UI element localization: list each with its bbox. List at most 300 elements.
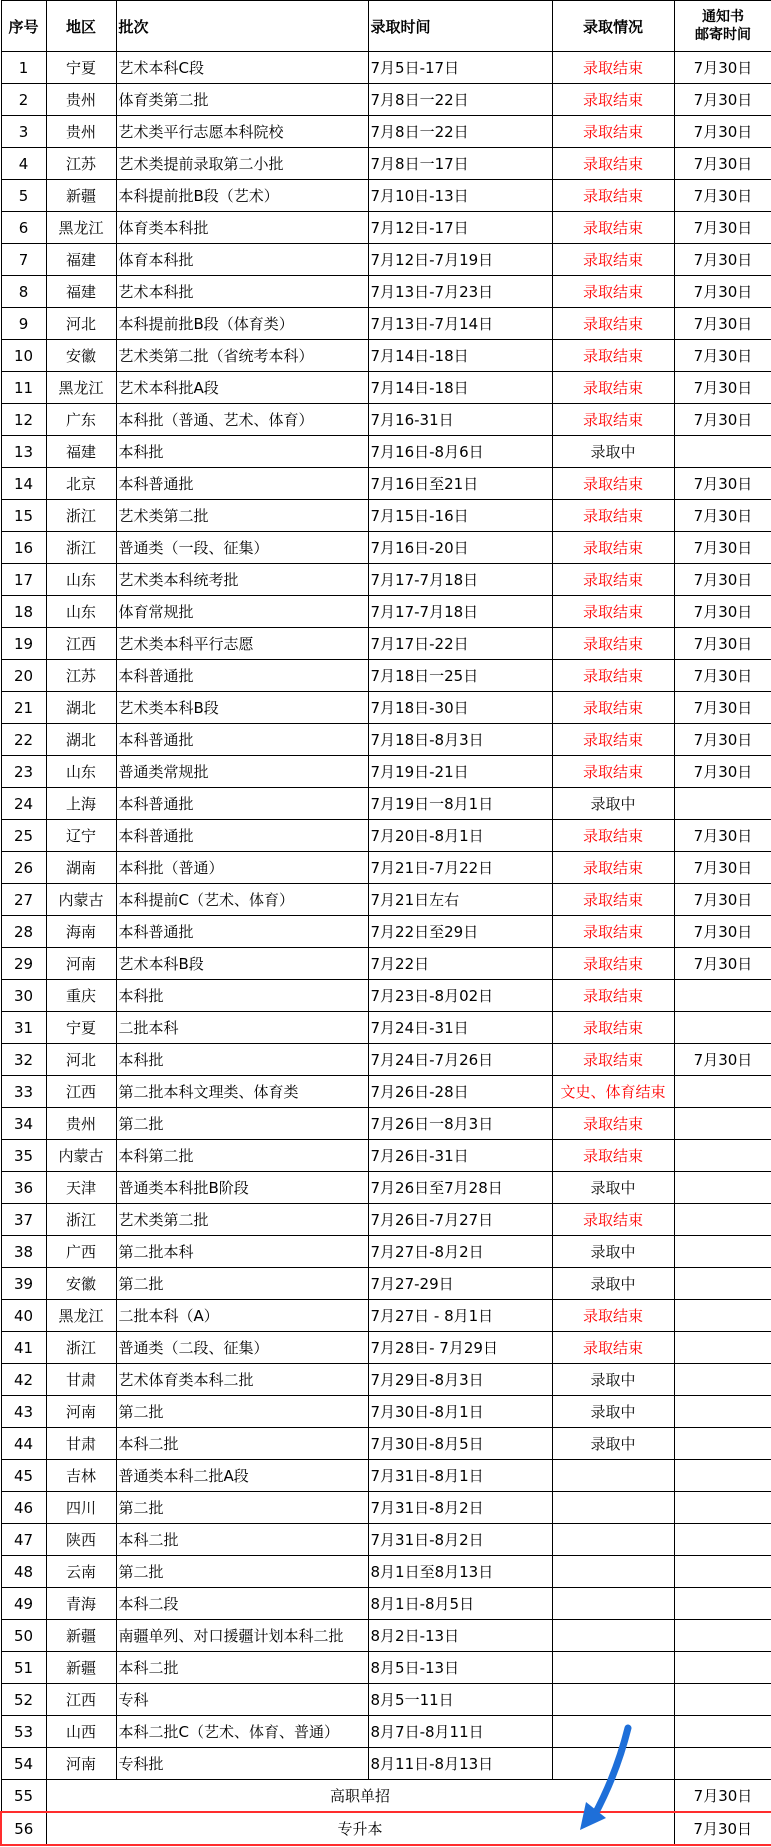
- row-mail-date: 7月30日: [674, 1044, 771, 1076]
- row-region: 江苏: [46, 148, 116, 180]
- row-batch: 本科普通批: [116, 660, 368, 692]
- row-batch: 第二批: [116, 1108, 368, 1140]
- table-row: [1, 372, 771, 404]
- row-number: 48: [1, 1556, 46, 1588]
- row-time: 7月13日-7月23日: [368, 276, 552, 308]
- row-status: 录取结束: [552, 404, 674, 436]
- row-region: 贵州: [46, 84, 116, 116]
- row-time: 7月26日一8月3日: [368, 1108, 552, 1140]
- row-time: 8月1日-8月5日: [368, 1588, 552, 1620]
- row-region: 福建: [46, 276, 116, 308]
- row-status: 录取中: [552, 436, 674, 468]
- table-row: [1, 1748, 771, 1780]
- row-region: 重庆: [46, 980, 116, 1012]
- table-row: [1, 1460, 771, 1492]
- row-time: 7月19日-21日: [368, 756, 552, 788]
- row-region: 浙江: [46, 1332, 116, 1364]
- table-row: [1, 660, 771, 692]
- row-mail-date: 7月30日: [674, 756, 771, 788]
- row-region: 甘肃: [46, 1364, 116, 1396]
- row-status: 录取结束: [552, 244, 674, 276]
- row-batch: 本科提前C（艺术、体育）: [116, 884, 368, 916]
- row-status: 录取结束: [552, 1300, 674, 1332]
- row-time: 8月11日-8月13日: [368, 1748, 552, 1780]
- row-region: 四川: [46, 1492, 116, 1524]
- row-number: 17: [1, 564, 46, 596]
- row-region: 内蒙古: [46, 1140, 116, 1172]
- row-number: 29: [1, 948, 46, 980]
- row-batch: 艺术本科B段: [116, 948, 368, 980]
- row-status: 录取结束: [552, 1332, 674, 1364]
- row-mail-date: 7月30日: [674, 116, 771, 148]
- row-mail-date: 7月30日: [674, 564, 771, 596]
- row-region: 甘肃: [46, 1428, 116, 1460]
- row-batch: 专科批: [116, 1748, 368, 1780]
- row-status: 录取结束: [552, 1044, 674, 1076]
- row-time: 7月16日至21日: [368, 468, 552, 500]
- row-region: 北京: [46, 468, 116, 500]
- row-mail-date: 7月30日: [674, 276, 771, 308]
- row-number: 47: [1, 1524, 46, 1556]
- row-status: [552, 1716, 674, 1748]
- row-number: 2: [1, 84, 46, 116]
- row-batch: 本科普通批: [116, 788, 368, 820]
- row-time: 7月20日-8月1日: [368, 820, 552, 852]
- row-number: 23: [1, 756, 46, 788]
- row-number: 45: [1, 1460, 46, 1492]
- row-region: 天津: [46, 1172, 116, 1204]
- table-row: [1, 1204, 771, 1236]
- row-mail-date: [674, 1140, 771, 1172]
- row-batch: 南疆单列、对口援疆计划本科二批: [116, 1620, 368, 1652]
- row-time: 7月10日-13日: [368, 180, 552, 212]
- row-batch: 艺术类第二批: [116, 1204, 368, 1236]
- row-batch: 艺术类本科统考批: [116, 564, 368, 596]
- row-time: 7月16日-20日: [368, 532, 552, 564]
- row-number: 49: [1, 1588, 46, 1620]
- row-mail-date: [674, 436, 771, 468]
- row-mail-date: 7月30日: [674, 468, 771, 500]
- row-batch: 本科提前批B段（体育类）: [116, 308, 368, 340]
- row-time: 7月26日-7月27日: [368, 1204, 552, 1236]
- row-region: 贵州: [46, 1108, 116, 1140]
- table-row: [1, 1588, 771, 1620]
- row-time: 7月24日-31日: [368, 1012, 552, 1044]
- table-row: [1, 916, 771, 948]
- header-status: 录取情况: [552, 1, 674, 52]
- row-number: 37: [1, 1204, 46, 1236]
- row-number: 8: [1, 276, 46, 308]
- row-number: 15: [1, 500, 46, 532]
- row-time: 7月17日-22日: [368, 628, 552, 660]
- row-status: 录取中: [552, 1428, 674, 1460]
- row-status: 录取结束: [552, 276, 674, 308]
- row-mail-date: 7月30日: [674, 532, 771, 564]
- row-status: 录取结束: [552, 916, 674, 948]
- table-row: [1, 212, 771, 244]
- row-number: 19: [1, 628, 46, 660]
- table-row: [1, 148, 771, 180]
- table-row: [1, 1684, 771, 1716]
- row-region: 宁夏: [46, 52, 116, 84]
- table-row-special: [1, 1780, 771, 1813]
- row-time: 7月26日-31日: [368, 1140, 552, 1172]
- row-mail-date: [674, 1204, 771, 1236]
- row-region: 新疆: [46, 1620, 116, 1652]
- row-batch: 第二批: [116, 1556, 368, 1588]
- row-status: 录取结束: [552, 308, 674, 340]
- row-batch: 第二批本科文理类、体育类: [116, 1076, 368, 1108]
- row-number: 30: [1, 980, 46, 1012]
- row-mail-date: [674, 1364, 771, 1396]
- row-batch: 本科批: [116, 436, 368, 468]
- row-batch: 本科普通批: [116, 468, 368, 500]
- table-body: [1, 52, 771, 1846]
- table-row: [1, 404, 771, 436]
- row-time: 7月26日至7月28日: [368, 1172, 552, 1204]
- row-status: [552, 1556, 674, 1588]
- row-time: 8月5日-13日: [368, 1652, 552, 1684]
- row-batch: 本科二段: [116, 1588, 368, 1620]
- row-batch: 普通类（二段、征集）: [116, 1332, 368, 1364]
- table-row: [1, 1300, 771, 1332]
- row-number: 10: [1, 340, 46, 372]
- row-region: 河南: [46, 1748, 116, 1780]
- table-row: [1, 1556, 771, 1588]
- row-status: 录取中: [552, 1364, 674, 1396]
- row-status: 录取结束: [552, 212, 674, 244]
- row-region: 云南: [46, 1556, 116, 1588]
- row-time: 7月12日-17日: [368, 212, 552, 244]
- table-row: [1, 1044, 771, 1076]
- row-batch: 体育本科批: [116, 244, 368, 276]
- row-number: 22: [1, 724, 46, 756]
- row-time: 7月30日-8月5日: [368, 1428, 552, 1460]
- table-row: [1, 468, 771, 500]
- row-number: 12: [1, 404, 46, 436]
- header-time: 录取时间: [368, 1, 552, 52]
- row-mail-date: 7月30日: [674, 692, 771, 724]
- row-number: 26: [1, 852, 46, 884]
- row-time: 8月1日至8月13日: [368, 1556, 552, 1588]
- row-status: 录取结束: [552, 724, 674, 756]
- row-batch: 普通类本科批B阶段: [116, 1172, 368, 1204]
- row-status: 录取结束: [552, 820, 674, 852]
- row-region: 上海: [46, 788, 116, 820]
- row-number: 32: [1, 1044, 46, 1076]
- table-row: [1, 500, 771, 532]
- table-row: [1, 276, 771, 308]
- row-status: 录取结束: [552, 692, 674, 724]
- row-mail-date: 7月30日: [674, 244, 771, 276]
- row-mail-date: [674, 1268, 771, 1300]
- row-batch: 艺术类提前录取第二小批: [116, 148, 368, 180]
- row-batch: 艺术本科批: [116, 276, 368, 308]
- row-number: 40: [1, 1300, 46, 1332]
- table-row: [1, 1652, 771, 1684]
- row-status: 录取结束: [552, 180, 674, 212]
- row-status: 录取结束: [552, 564, 674, 596]
- row-region: 福建: [46, 244, 116, 276]
- table-row: [1, 1172, 771, 1204]
- table-row: [1, 852, 771, 884]
- row-time: 7月15日-16日: [368, 500, 552, 532]
- row-mail-date: [674, 1428, 771, 1460]
- table-row: [1, 308, 771, 340]
- row-status: 录取结束: [552, 1012, 674, 1044]
- table-row: [1, 1492, 771, 1524]
- row-batch: 普通类本科二批A段: [116, 1460, 368, 1492]
- row-time: 7月19日一8月1日: [368, 788, 552, 820]
- row-batch: 本科普通批: [116, 916, 368, 948]
- row-time: 7月8日一22日: [368, 84, 552, 116]
- row-number: 1: [1, 52, 46, 84]
- row-number: 54: [1, 1748, 46, 1780]
- row-number: 27: [1, 884, 46, 916]
- row-status: [552, 1492, 674, 1524]
- header-row: [1, 1, 771, 52]
- row-batch: 艺术本科批A段: [116, 372, 368, 404]
- row-mail-date: 7月30日: [674, 212, 771, 244]
- row-batch: 普通类常规批: [116, 756, 368, 788]
- table-row: [1, 1012, 771, 1044]
- row-number: 21: [1, 692, 46, 724]
- row-region: 江苏: [46, 660, 116, 692]
- row-batch: 本科批: [116, 980, 368, 1012]
- row-status: [552, 1524, 674, 1556]
- row-batch: 本科普通批: [116, 724, 368, 756]
- table-row: [1, 532, 771, 564]
- row-region: 浙江: [46, 532, 116, 564]
- row-time: 8月5一11日: [368, 1684, 552, 1716]
- row-region: 浙江: [46, 1204, 116, 1236]
- row-batch: 艺术类本科B段: [116, 692, 368, 724]
- row-mail-date: 7月30日: [674, 852, 771, 884]
- row-status: 录取结束: [552, 596, 674, 628]
- row-mail-date: 7月30日: [674, 500, 771, 532]
- row-mail-date: 7月30日: [674, 372, 771, 404]
- row-region: 浙江: [46, 500, 116, 532]
- row-time: 7月14日-18日: [368, 372, 552, 404]
- row-number: 16: [1, 532, 46, 564]
- row-region: 宁夏: [46, 1012, 116, 1044]
- row-status: 录取结束: [552, 340, 674, 372]
- row-mail-date: 7月30日: [674, 724, 771, 756]
- row-mail-date: [674, 1652, 771, 1684]
- row-region: 湖北: [46, 692, 116, 724]
- row-batch: 本科批（普通、艺术、体育）: [116, 404, 368, 436]
- row-number: 35: [1, 1140, 46, 1172]
- row-mail-date: [674, 1236, 771, 1268]
- table-row: [1, 628, 771, 660]
- table-row: [1, 1140, 771, 1172]
- header-no: 序号: [1, 1, 46, 52]
- row-time: 7月18日-30日: [368, 692, 552, 724]
- row-status: [552, 1620, 674, 1652]
- row-mail-date: [674, 1588, 771, 1620]
- row-number: 6: [1, 212, 46, 244]
- row-mail-date: 7月30日: [674, 628, 771, 660]
- row-number: 39: [1, 1268, 46, 1300]
- row-batch: 艺术类平行志愿本科院校: [116, 116, 368, 148]
- row-status: 录取中: [552, 1396, 674, 1428]
- row-number: 55: [1, 1780, 46, 1813]
- table-row: [1, 1716, 771, 1748]
- row-region: 贵州: [46, 116, 116, 148]
- row-number: 24: [1, 788, 46, 820]
- table-row: [1, 788, 771, 820]
- row-status: 录取结束: [552, 148, 674, 180]
- table-row: [1, 1524, 771, 1556]
- row-batch: 第二批: [116, 1396, 368, 1428]
- row-time: 7月22日至29日: [368, 916, 552, 948]
- row-number: 42: [1, 1364, 46, 1396]
- row-region: 辽宁: [46, 820, 116, 852]
- row-mail-date: [674, 1492, 771, 1524]
- row-region: 黑龙江: [46, 372, 116, 404]
- row-status: 录取结束: [552, 852, 674, 884]
- row-batch: 艺术类第二批（省统考本科）: [116, 340, 368, 372]
- row-region: 吉林: [46, 1460, 116, 1492]
- row-batch: 普通类（一段、征集）: [116, 532, 368, 564]
- row-time: 7月21日-7月22日: [368, 852, 552, 884]
- row-time: 7月28日- 7月29日: [368, 1332, 552, 1364]
- row-mail-date: [674, 1108, 771, 1140]
- row-mail-date: 7月30日: [674, 148, 771, 180]
- row-mail-date: 7月30日: [674, 884, 771, 916]
- row-batch: 艺术类第二批: [116, 500, 368, 532]
- row-region: 河南: [46, 1396, 116, 1428]
- row-batch: 二批本科（A）: [116, 1300, 368, 1332]
- row-mail-date: 7月30日: [674, 1812, 771, 1845]
- row-region: 新疆: [46, 1652, 116, 1684]
- row-time: 7月5日-17日: [368, 52, 552, 84]
- row-number: 46: [1, 1492, 46, 1524]
- row-number: 14: [1, 468, 46, 500]
- row-batch: 体育类第二批: [116, 84, 368, 116]
- row-mail-date: [674, 1332, 771, 1364]
- row-mail-date: [674, 1524, 771, 1556]
- row-time: 7月27日-8月2日: [368, 1236, 552, 1268]
- row-time: 7月24日-7月26日: [368, 1044, 552, 1076]
- row-status: 录取中: [552, 1268, 674, 1300]
- header-region: 地区: [46, 1, 116, 52]
- table-row: [1, 980, 771, 1012]
- row-region: 山东: [46, 756, 116, 788]
- row-status: 录取结束: [552, 660, 674, 692]
- row-mail-date: 7月30日: [674, 820, 771, 852]
- table-row: [1, 564, 771, 596]
- row-batch: 体育类本科批: [116, 212, 368, 244]
- row-number: 44: [1, 1428, 46, 1460]
- row-region: 广东: [46, 404, 116, 436]
- row-time: 7月17-7月18日: [368, 564, 552, 596]
- table-row: [1, 948, 771, 980]
- row-status: 录取结束: [552, 884, 674, 916]
- table-row: [1, 1332, 771, 1364]
- row-time: 7月31日-8月2日: [368, 1524, 552, 1556]
- row-number: 38: [1, 1236, 46, 1268]
- row-region: 陕西: [46, 1524, 116, 1556]
- row-mail-date: 7月30日: [674, 340, 771, 372]
- row-number: 11: [1, 372, 46, 404]
- header-mail-line2: 邮寄时间: [695, 27, 751, 43]
- row-batch: 本科第二批: [116, 1140, 368, 1172]
- row-number: 50: [1, 1620, 46, 1652]
- row-time: 7月26日-28日: [368, 1076, 552, 1108]
- row-batch: 第二批: [116, 1492, 368, 1524]
- row-status: 录取结束: [552, 468, 674, 500]
- row-mail-date: 7月30日: [674, 180, 771, 212]
- table-row: [1, 1268, 771, 1300]
- row-number: 36: [1, 1172, 46, 1204]
- row-region: 河南: [46, 948, 116, 980]
- row-status: 录取结束: [552, 1204, 674, 1236]
- row-number: 5: [1, 180, 46, 212]
- row-region: 黑龙江: [46, 212, 116, 244]
- row-region: 内蒙古: [46, 884, 116, 916]
- row-batch: 艺术体育类本科二批: [116, 1364, 368, 1396]
- row-mail-date: 7月30日: [674, 596, 771, 628]
- header-batch: 批次: [116, 1, 368, 52]
- row-number: 41: [1, 1332, 46, 1364]
- row-mail-date: [674, 1684, 771, 1716]
- row-number: 20: [1, 660, 46, 692]
- row-mail-date: [674, 1300, 771, 1332]
- row-batch: 本科提前批B段（艺术）: [116, 180, 368, 212]
- table-row: [1, 596, 771, 628]
- row-number: 53: [1, 1716, 46, 1748]
- table-row: [1, 1076, 771, 1108]
- row-mail-date: 7月30日: [674, 308, 771, 340]
- row-time: 7月29日-8月3日: [368, 1364, 552, 1396]
- row-number: 25: [1, 820, 46, 852]
- row-mail-date: [674, 1172, 771, 1204]
- table-row: [1, 1396, 771, 1428]
- table-row: [1, 820, 771, 852]
- row-region: 福建: [46, 436, 116, 468]
- row-region: 河北: [46, 1044, 116, 1076]
- row-batch: 本科批: [116, 1044, 368, 1076]
- table-row: [1, 692, 771, 724]
- row-mail-date: [674, 1460, 771, 1492]
- row-status: 文史、体育结束: [552, 1076, 674, 1108]
- table-row: [1, 1364, 771, 1396]
- row-mail-date: 7月30日: [674, 1780, 771, 1813]
- row-time: 7月8日一17日: [368, 148, 552, 180]
- row-mail-date: [674, 1012, 771, 1044]
- row-status: 录取结束: [552, 756, 674, 788]
- row-time: 7月16日-8月6日: [368, 436, 552, 468]
- row-batch: 体育常规批: [116, 596, 368, 628]
- row-number: 4: [1, 148, 46, 180]
- row-time: 7月22日: [368, 948, 552, 980]
- table-row: [1, 1236, 771, 1268]
- row-region: 山东: [46, 596, 116, 628]
- header-mail-line1: 通知书: [702, 9, 744, 25]
- row-category-label: 高职单招: [46, 1780, 674, 1813]
- row-batch: 本科二批C（艺术、体育、普通）: [116, 1716, 368, 1748]
- row-status: 录取结束: [552, 1108, 674, 1140]
- row-mail-date: 7月30日: [674, 84, 771, 116]
- row-number: 52: [1, 1684, 46, 1716]
- row-status: 录取结束: [552, 500, 674, 532]
- row-number: 51: [1, 1652, 46, 1684]
- row-region: 山东: [46, 564, 116, 596]
- row-region: 河北: [46, 308, 116, 340]
- row-mail-date: [674, 1396, 771, 1428]
- row-number: 34: [1, 1108, 46, 1140]
